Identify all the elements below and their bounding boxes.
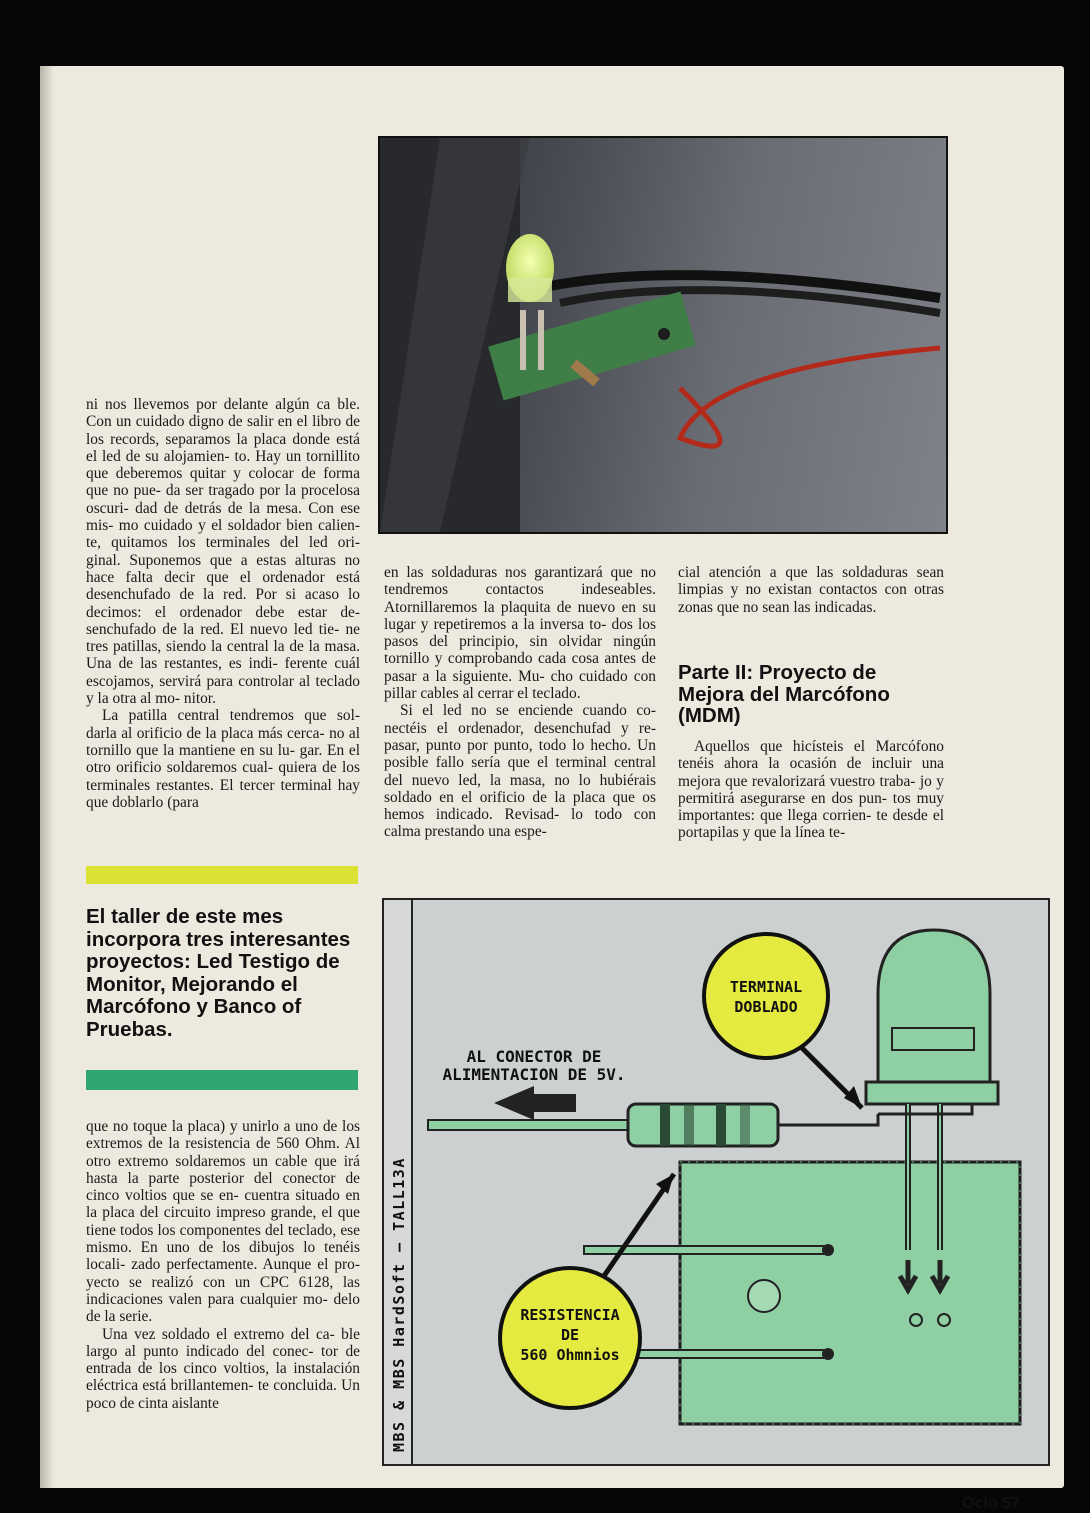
resistor-label-line2: DE: [560, 1326, 580, 1344]
terminal-label-line1: TERMINAL: [729, 978, 803, 996]
board-hole: [748, 1280, 780, 1312]
wiring-diagram: [382, 898, 1050, 1466]
yellow-divider-bar: [86, 866, 358, 884]
paragraph: en las soldaduras nos garantizará que no tendremos contactos indeseables. Atornillaremos la plaquita de nuevo en su lugar y repetiremos a la inversa to- dos los pasos del principio, sin olvidar ningún tornillo y comprobando cada cosa antes de pasar a la siguiente. Mu- cho cuidado con pillar cables al cerrar el teclado.: [384, 564, 656, 703]
column-1-bottom: [86, 1118, 360, 1458]
column-3-bottom: [678, 738, 944, 854]
paragraph: cial atención a que las soldaduras sean limpias y no existan contactos con otras zonas que no sean las indicadas.: [678, 564, 944, 616]
column-1-top: [86, 396, 360, 840]
resistor: [628, 1104, 778, 1146]
paragraph: Una vez soldado el extremo del ca- ble largo al punto indicado del conec- tor de entrada de los cinco voltios, la instalación eléctrica está brillantemen- te concluida. Un poco de cinta aislante: [86, 1325, 360, 1412]
resistor-label-line3: 560 Ohmnios: [520, 1346, 620, 1364]
circuit-board: [680, 1162, 1020, 1424]
diagram-illustration: [384, 900, 1048, 1464]
arrow-left-icon: [494, 1086, 534, 1120]
led-photo-illustration: [380, 138, 946, 532]
page-number: Ocio 57: [962, 1495, 1020, 1512]
paragraph: que no toque la placa) y unirlo a uno de los extremos de la resistencia de 560 Ohm. Al otro extremo soldaremos un cable que irá hasta la parte posterior del conector de cinco voltios que se en- cuentra situado en la placa del circuito impreso grande, el que tiene todos los componentes del teclado, ese mismo. En uno de los dibujos lo tenéis locali- zado perfectamente. Aunque el pro- yecto se realizó con un CPC 6128, las indicaciones valen para cualquier mo- delo de la serie.: [86, 1118, 360, 1326]
section-heading: Parte II: Proyecto de Mejora del Marcófono (MDM): [678, 661, 890, 727]
green-divider-bar: [86, 1070, 358, 1090]
page-gutter: [40, 66, 54, 1488]
resistor-label-line1: RESISTENCIA: [520, 1306, 620, 1324]
led-body: [878, 930, 990, 1082]
callout-headline: El taller de este mes incorpora tres interesantes proyectos: Led Testigo de Monitor, Mejorando el Marcófono y Banco of Pruebas.: [86, 905, 351, 1041]
connector-label-line2: ALIMENTACION DE 5V.: [442, 1065, 626, 1084]
paragraph: La patilla central tendremos que sol- darla al orificio de la placa más cerca- no al tornillo que la mantiene en su lu- gar. En el otro orificio soldaremos cual- quiera de los terminales restantes. El tercer terminal hay que doblarlo (para: [86, 707, 360, 811]
connector-label-line1: AL CONECTOR DE: [466, 1047, 602, 1066]
wire: [428, 1120, 628, 1130]
led-circuit-photo: [378, 136, 948, 534]
magazine-page: [40, 66, 1064, 1512]
terminal-callout-bubble: [704, 934, 828, 1058]
paragraph: Si el led no se enciende cuando co- nectéis el ordenador, desenchufad y re- pasar, punto por punto, todo lo hecho. Un posible fallo sería que el terminal central del nuevo led, la masa, no lo hubiérais soldado en el orificio de la placa que os hemos indicado. Revisad- lo todo con calma prestando una espe-: [384, 702, 656, 841]
column-2: [384, 564, 656, 854]
paragraph: Aquellos que hicísteis el Marcófono tenéis ahora la ocasión de incluir una mejora que revalorizará vuestro traba- jo y permitirá asegurarse en dos pun- tos muy importantes: que llega corrien- te desde el portapilas y que la línea te-: [678, 738, 944, 842]
terminal-label-line2: DOBLADO: [734, 998, 798, 1016]
column-3-top: [678, 564, 944, 616]
paragraph: ni nos llevemos por delante algún ca ble. Con un cuidado digno de salir en el libro de los records, separamos la placa donde está el led de su alojamien- to. Hay un tornillito que deberemos quitar y colocar de forma que no pue- da ser tragado por la procelosa oscuri- dad de detrás de la mesa. Con ese mis- mo cuidado y el soldador bien calien- te, quitamos los terminales del led ori- ginal. Suponemos que a estas alturas no hace falta decir que el ordenador está desenchufado de la red. Por si acaso lo decimos: el ordenador debe estar de- senchufado de la red. El nuevo led tie- ne tres patillas, siendo la central la de la masa. Una de las restantes, es indi- ferente cuál escojamos, servirá para controlar al teclado y la otra al mo- nitor.: [86, 396, 360, 708]
diagram-side-label: MBS & MBS HardSoft — TALL13A: [390, 1157, 408, 1452]
arrow-icon: [656, 1174, 674, 1194]
